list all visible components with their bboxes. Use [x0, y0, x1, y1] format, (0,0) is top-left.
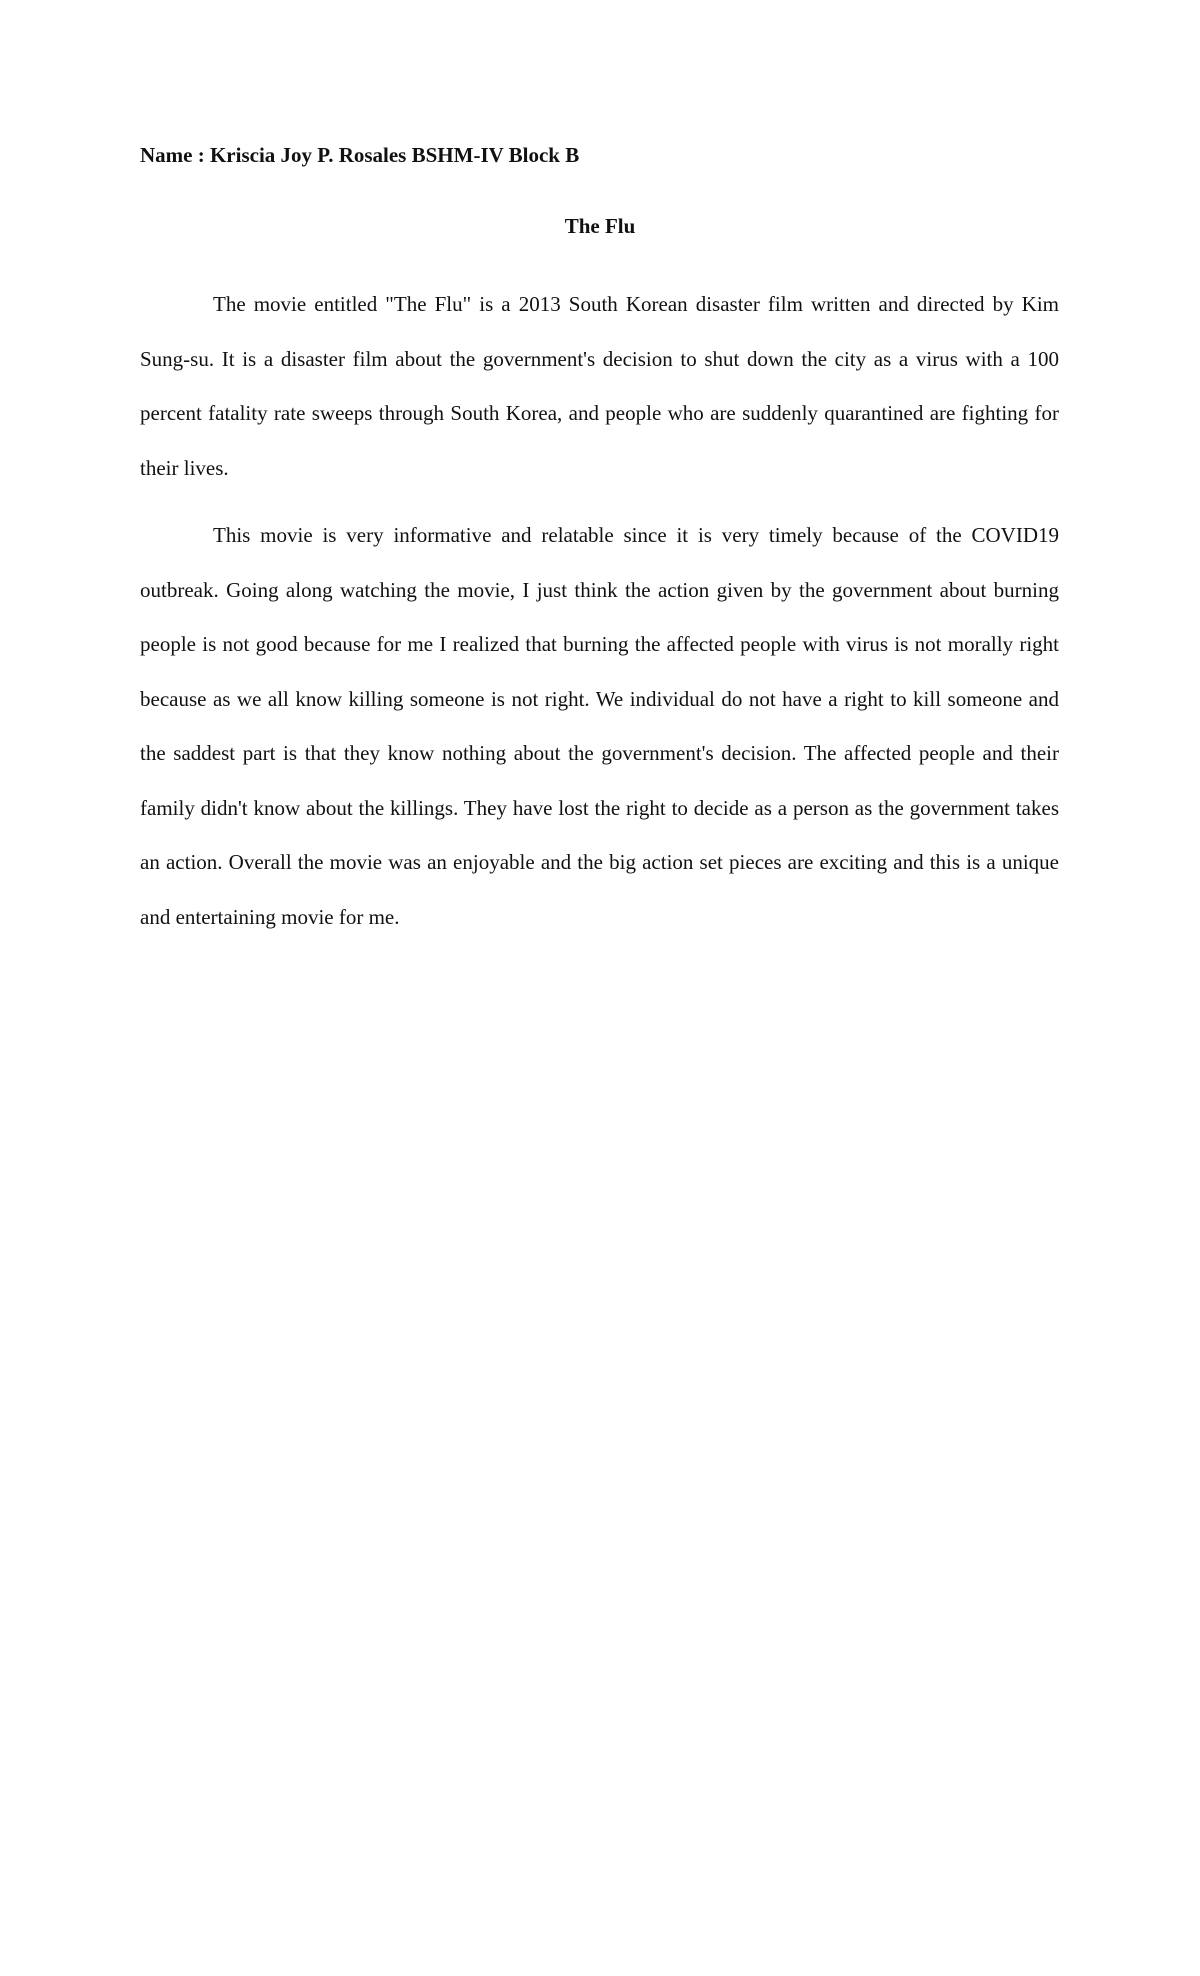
student-name-line: Name : Kriscia Joy P. Rosales BSHM-IV Block B [140, 143, 580, 167]
paragraph-reflection: This movie is very informative and relatable since it is very timely because of the COVID19 outbreak. Going along watching the movie, I just think the action given by the government about burning people is not good because for me I realized that burning the affected people with virus is not morally right because as we all know killing someone is not right. We individual do not have a right to kill someone and the saddest part is that they know nothing about the government's decision. The affected people and their family didn't know about the killings. They have lost the right to decide as a person as the government takes an action. Overall the movie was an enjoyable and the big action set pieces are exciting and this is a unique and entertaining movie for me. [140, 523, 1059, 929]
document-body [140, 277, 1059, 944]
paragraph-summary: The movie entitled "The Flu" is a 2013 South Korean disaster film written and directed by Kim Sung-su. It is a disaster film about the government's decision to shut down the city as a virus with a 100 percent fatality rate sweeps through South Korea, and people who are suddenly quarantined are fighting for their lives. [140, 292, 1059, 480]
document-title: The Flu [564, 214, 636, 238]
